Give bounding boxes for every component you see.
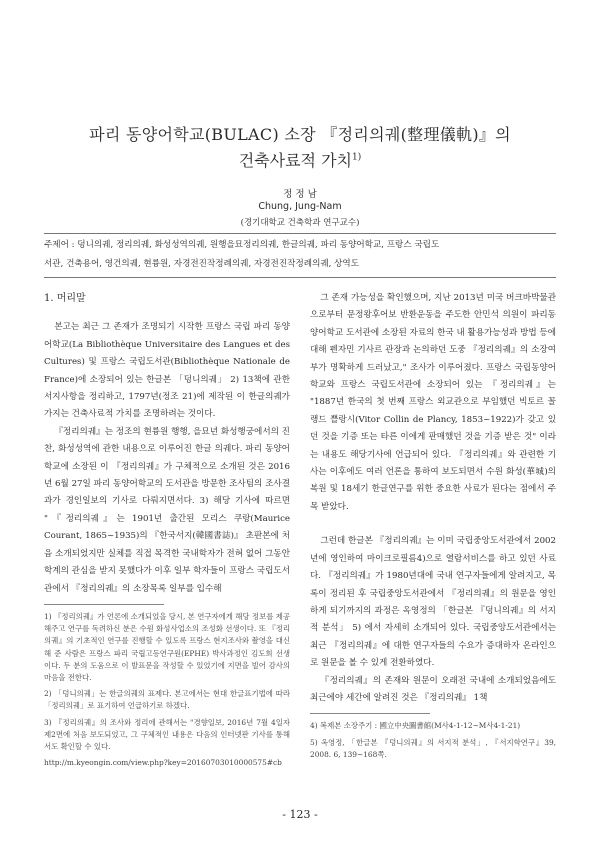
footnote-2: 2) 「덩니의궤」는 한글의궤의 표제다. 본고에서는 현대 한글표기법에 따라 「정리의궤」로 표기하여 언급하기로 하겠다. [44,689,290,711]
right-paragraph-2: 그런데 한글본 『정리의궤』는 이미 국립중앙도서관에서 2002년에 영인하여 마이크로필름4)으로 열람서비스를 하고 있던 사료다. 『정리의궤』가 1980년대에 국내 연구자들에게 알려지고, 목록이 정리된 후 국립중앙도서관에서 『정리의궤』의 원문을 영인하게 되기까지의 과정은 옥영정의 「한글본 『덩니의궤』의 서지적 분석」 5) 에서 자세히 소개되어 있다. 국립중앙도서관에서는 최근 『정리의궤』에 대한 연구자들의 수요가 증대하자 온라인으로 원문을 볼 수 있게 전환하였다. [310,536,556,669]
left-paragraph-2: 『정리의궤』는 정조의 현륭원 행행, 을묘년 화성행궁에서의 진찬, 화성성역에 관한 내용으로 이루어진 한글 의궤다. 파리 동양어학교에 소장된 이 『정리의궤』가 구체적으로 소개된 것은 2016년 6월 27일 파리 동양어학교의 도서관을 방문한 조사팀의 조사결과가 경인일보의 기사로 다뤄지면서다. 3) 해당 기사에 따르면 "『정리의궤』는 1901년 출간된 모리스 쿠랑(Maurice Courant, 1865~1935)의 『한국서지(韓國書誌)』 초판본에 처음 소개되었지만 실체를 직접 목격한 국내학자가 전혀 없어 그동안 학계의 관심을 받지 못했다가 이후 일부 학자들이 프랑스 국립도서관에서 『정리의궤』의 소장목록 일부를 입수해 [44,426,290,594]
paragraph-gap [310,516,556,533]
right-paragraph-3: 『정리의궤』의 존재와 원문이 오래전 국내에 소개되었음에도 최근에야 세간에 알려진 것은 『정리의궤』 1책 [310,675,556,703]
keywords-line2: 서관, 건축용어, 영건의궤, 현륭원, 자경전진작정례의궤, 자경전진작정례의궤, 상역도 [44,259,360,269]
page-number: - 123 - [282,808,318,821]
right-paragraph-1: 그 존재 가능성을 확인했으며, 지난 2013년 미국 버크바박물관으로부터 문정왕후어보 반환운동을 주도한 안민석 의원이 파리동양어학교 도서관에 소장된 자료의 한국 내 활용가능성과 방법 등에 대해 펜자민 기사르 관장과 논의하던 도중 『정리의궤』의 소장여부가 명확하게 드러났고," 조사가 이루어졌다. 프랑스 국립동양어학교와 프랑스 국립도서관에 소장되어 있는 『정리의궤』는 "1887년 한국의 첫 번째 프랑스 외교관으로 부임했던 빅토르 꼴랭드 쁠랑시(Vitor Collin de Plancy, 1853~1922)가 갖고 있던 것을 기증 또는 타른 이에게 판매했던 것을 기증 받은 것" 이라는 내용도 해당기사에 언급되어 있다. 『정리의궤』와 관련한 기사는 이후에도 여러 언론을 통하여 보도되면서 수원 화성(華城)의 복원 및 18세기 한글연구를 위한 중요한 사료가 된다는 점에서 주목 받았다. [310,293,556,512]
left-column [44,290,290,773]
author-affiliation: (경기대학교 건축학과 연구교수) [240,218,360,228]
paper-title-line1: 파리 동양어학교(BULAC) 소장 『정리의궤(整理儀軌)』의 [89,125,511,144]
left-paragraph-1: 본고는 최근 그 존재가 조명되기 시작한 프랑스 국립 파리 동양어학교(La Bibliothèque Universitaire des Langues et des Cultures) 및 프랑스 국립도서관(Bibliothèque Nationale de France)에 소장되어 있는 한글본 「덩니의궤」 2) 13책에 관한 서지사항을 정리하고, 1797년(정조 21)에 제작된 이 한글의궤가 가지는 건축사료적 가치를 조명하려는 것이다. [44,322,290,420]
footnote-5: 5) 옥영정, 「한글본 『덩니의궤』의 서지적 분석」, 『서지학연구』39, 2008. 6, 139~168쪽. [310,737,556,759]
footnote-1: 1) 『정리의궤』가 언론에 소개되었을 당시, 본 연구자에게 해당 정보를 제공해주고 연구를 독려하신 분은 수원 화성사업소의 조성화 선생이다. 또 『정리의궤』의 기초적인 연구를 진행할 수 있도록 프랑스 현지조사와 촬영을 대신해 준 사람은 프랑스 파리 국립고등연구원(EPHE) 박사과정인 김도희 선생이다. 두 분의 도움으로 이 발표문을 작성할 수 있었기에 지면을 빌어 감사의 마음을 전한다. [44,611,290,682]
footnote-rule [44,604,164,605]
keywords-block [44,236,556,274]
keywords-label: 주제어 : [44,240,75,250]
footnote-rule-right [310,713,430,714]
keywords-bottom-rule [44,277,556,278]
footnote-3-url-link[interactable]: http://m.kyeongin.com/view.php?key=20160703010000575#cb [44,758,282,768]
right-column [310,290,556,765]
paper-title-text: 건축사료적 가치 [238,151,353,170]
keywords-top-rule [44,233,556,234]
section-heading: 1. 머리말 [44,293,86,304]
footnote-4: 4) 복제본 소장주기 : 國立中央圖書館(M사4-1-12~M사4-1-21) [310,721,521,731]
keywords-line1: 주제어 : 덩니의궤, 정리의궤, 화성성역의궤, 원행을묘정리의궤, 한글의궤, 파리 동양어학교, 프랑스 국립도 [44,240,440,250]
footnote-3: 3) 『정리의궤』의 조사와 정리에 관해서는 "경향일보, 2016년 7월 4일자 제2면에 처음 보도되었고, 그 구체적인 내용은 다음의 인터넷판 기사를 통해서도 확인할 수 있다. [44,717,290,751]
title-footnote-mark[interactable]: 1) [352,152,362,163]
author-name-english: Chung, Jung-Nam [258,201,342,212]
author-name-korean: 정 정 남 [283,189,317,200]
paper-title-line2 [0,148,600,171]
